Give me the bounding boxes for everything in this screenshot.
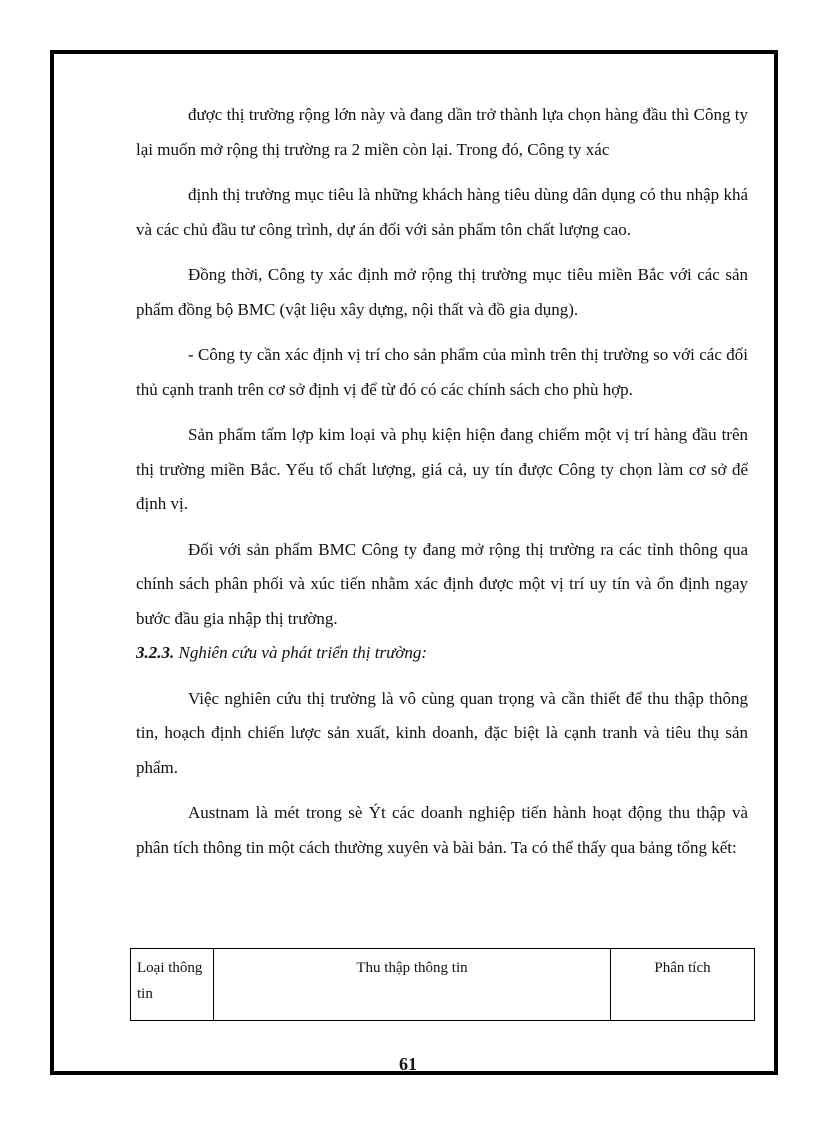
table-header-cell: Thu thập thông tin: [214, 949, 611, 1021]
paragraph: Sản phẩm tấm lợp kim loại và phụ kiện hiện đang chiếm một vị trí hàng đầu trên thị trường miền Bắc. Yếu tố chất lượng, giá cả, uy tín được Công ty chọn làm cơ sở để định vị.: [136, 425, 748, 513]
table-header-cell: Loại thông tin: [131, 949, 214, 1021]
section-heading: [136, 636, 748, 671]
paragraph: định thị trường mục tiêu là những khách hàng tiêu dùng dân dụng có thu nhập khá và các chủ đầu tư công trình, dự án đối với sản phẩm tôn chất lượng cao.: [136, 185, 748, 239]
body-text: [136, 98, 748, 865]
paragraph: - Công ty cần xác định vị trí cho sản phẩm của mình trên thị trường so với các đối thủ cạnh tranh trên cơ sở định vị để từ đó có các chính sách cho phù hợp.: [136, 345, 748, 399]
paragraph: Đối với sản phẩm BMC Công ty đang mở rộng thị trường ra các tỉnh thông qua chính sách phân phối và xúc tiến nhằm xác định được một vị trí uy tín và ổn định ngay bước đầu gia nhập thị trường.: [136, 539, 748, 628]
paragraph: Việc nghiên cứu thị trường là vô cùng quan trọng và cần thiết để thu thập thông tin, hoạch định chiến lược sản xuất, kinh doanh, đặc biệt là cạnh tranh và tiêu thụ sản phẩm.: [136, 688, 748, 777]
page-border-right: [774, 50, 778, 1075]
paragraph: Đồng thời, Công ty xác định mở rộng thị trường mục tiêu miền Bắc với các sản phẩm đồng bộ BMC (vật liệu xây dựng, nội thất và đồ gia dụng).: [136, 265, 748, 319]
table-header-cell: Phân tích: [611, 949, 755, 1021]
page-border-left: [50, 50, 54, 1075]
paragraph: được thị trường rộng lớn này và đang dần trở thành lựa chọn hàng đầu thì Công ty lại muốn mở rộng thị trường ra 2 miền còn lại. Trong đó, Công ty xác: [136, 105, 748, 159]
section-number: 3.2.3.: [136, 643, 175, 662]
table-header-row: [131, 949, 755, 1021]
paragraph: Austnam là mét trong sè Ýt các doanh nghiệp tiến hành hoạt động thu thập và phân tích thông tin một cách thường xuyên và bài bản. Ta có thể thấy qua bảng tổng kết:: [136, 803, 748, 857]
page-border-top: [50, 50, 778, 54]
summary-table: [130, 948, 755, 1021]
section-title: Nghiên cứu và phát triển thị trường:: [174, 643, 428, 662]
page-number: 61: [399, 1054, 417, 1074]
